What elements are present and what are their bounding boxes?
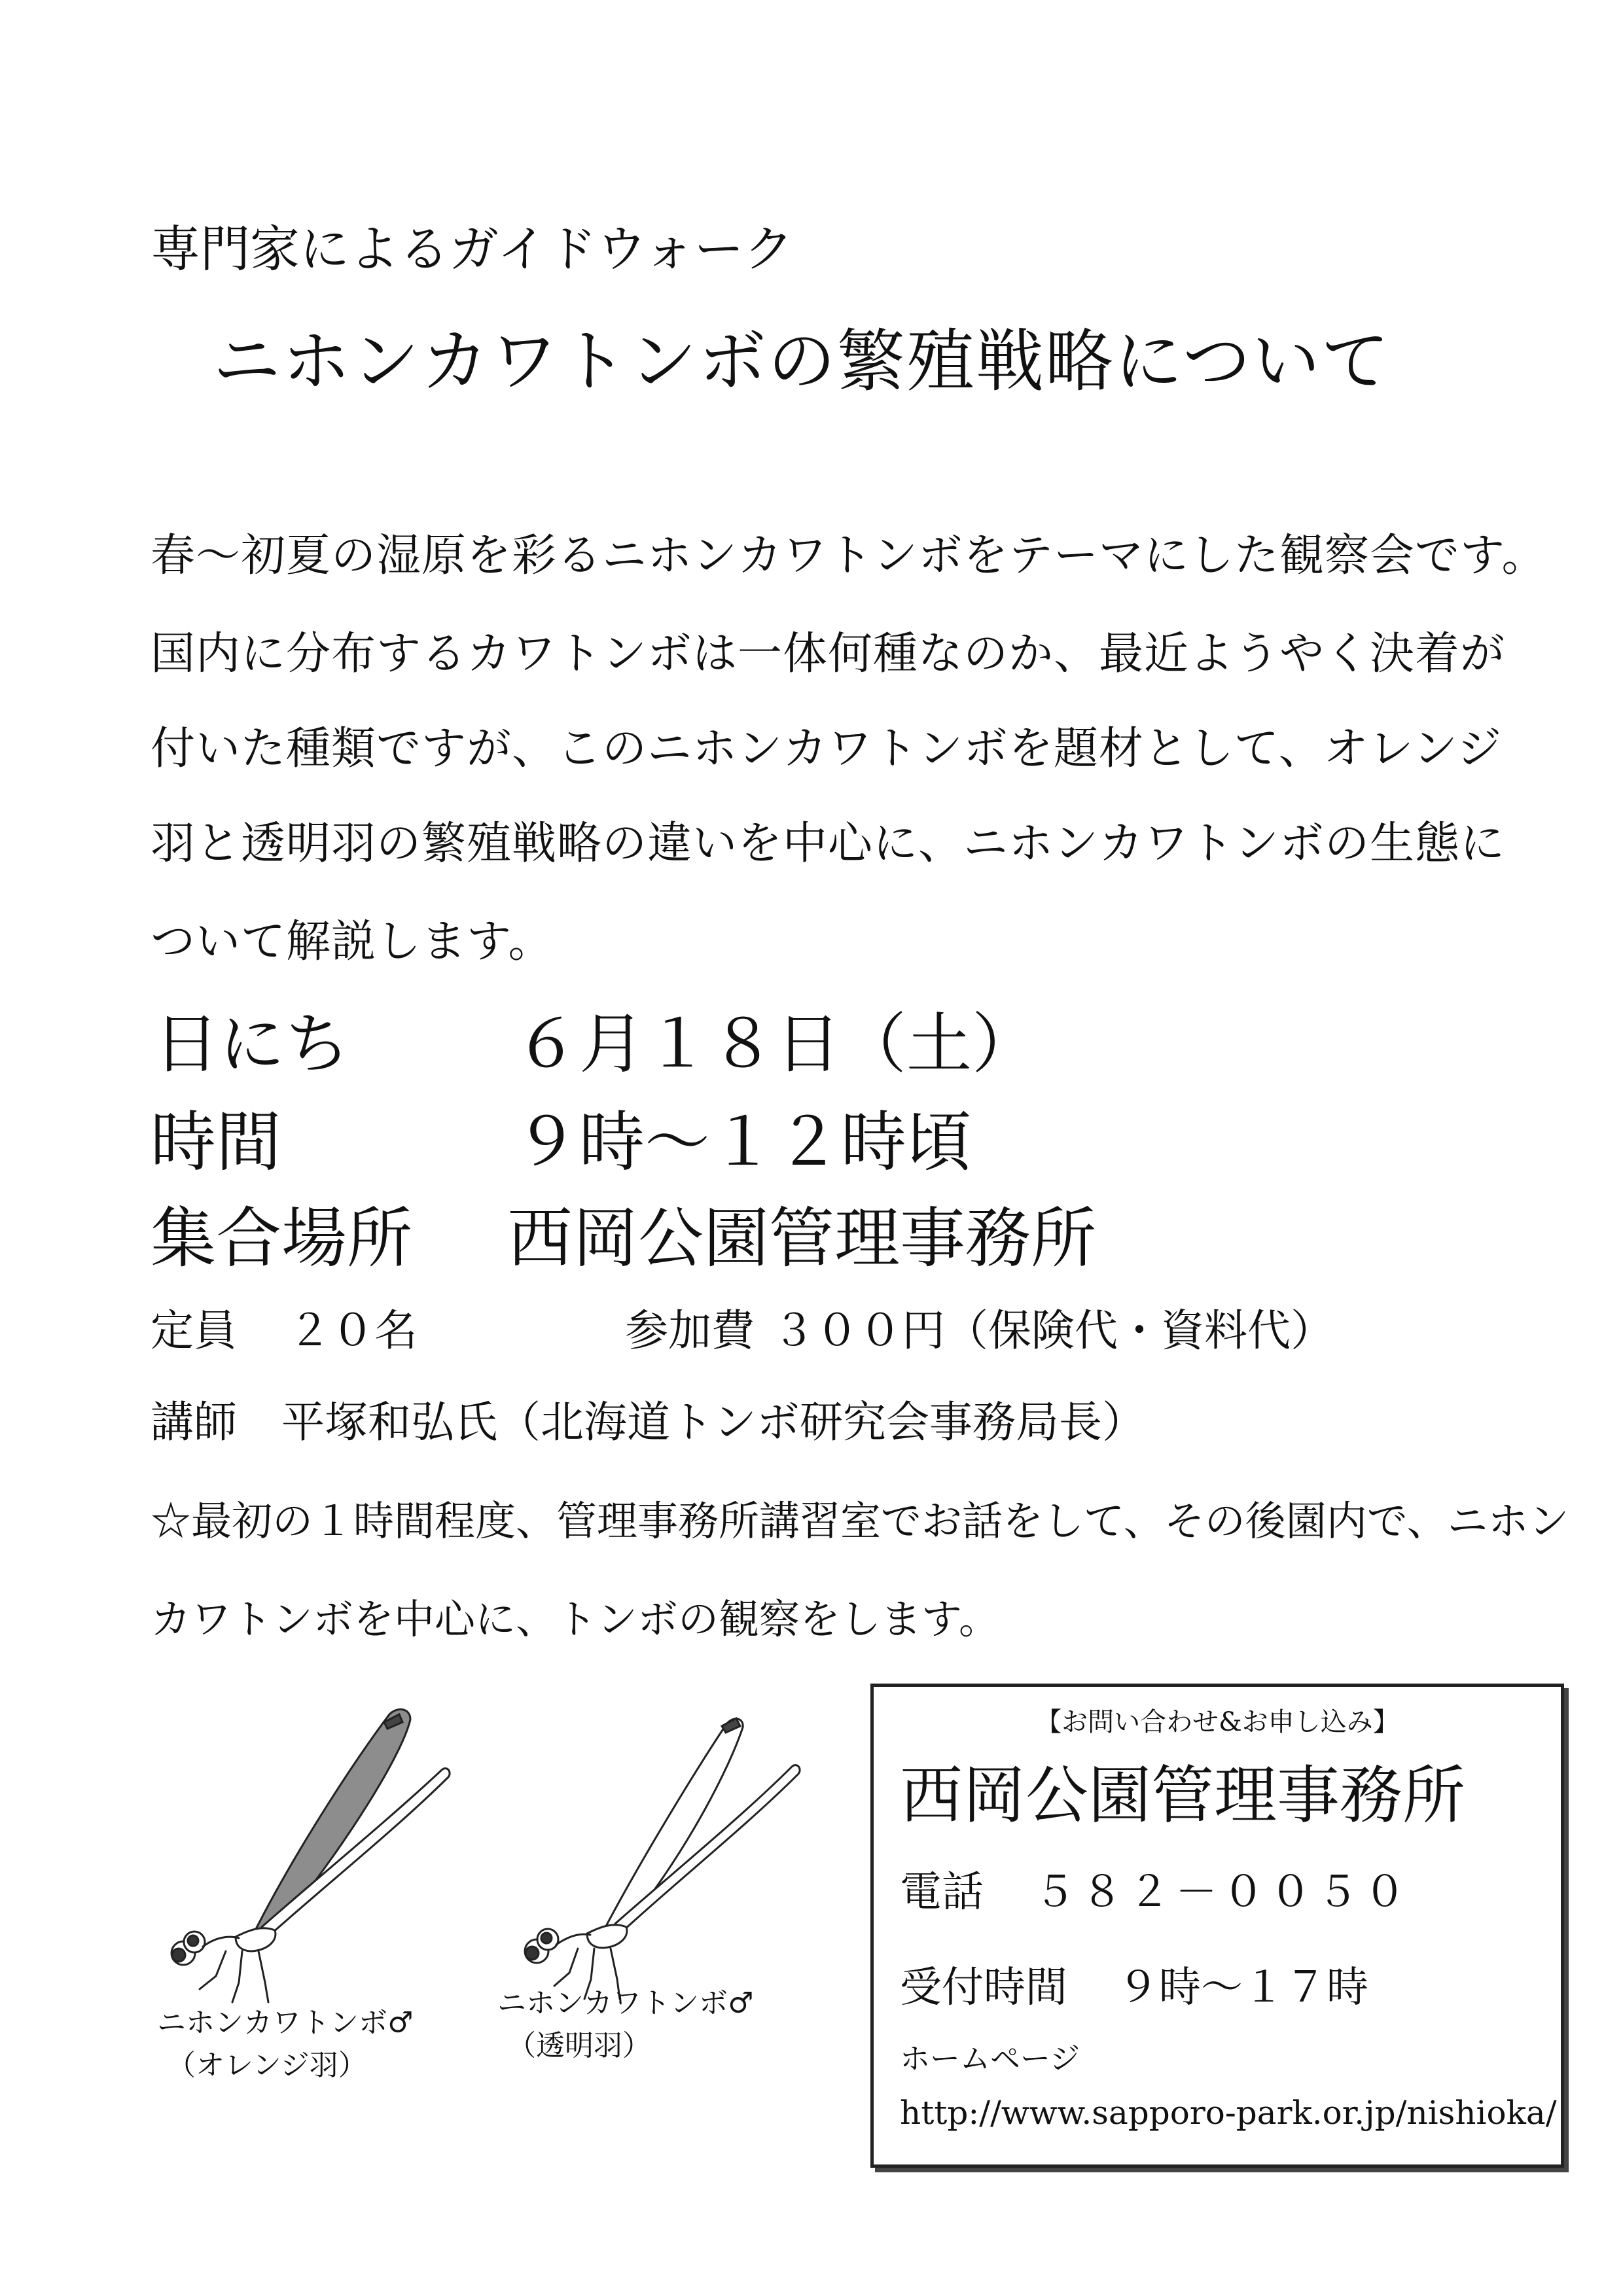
lecturer-label: 講師 [151, 1397, 237, 1447]
description-line-1: 春～初夏の湿原を彩るニホンカワトンボをテーマにした観察会です。 [151, 530, 1547, 582]
illustration-2-name: ニホンカワトンボ♂ [497, 1987, 754, 2020]
illustration-1-name: ニホンカワトンボ♂ [157, 2006, 414, 2040]
place-label: 集合場所 [151, 1200, 412, 1277]
description-line-2: 国内に分布するカワトンボは一体何種なのか、最近ようやく決着が [151, 628, 1506, 680]
contact-box [870, 1684, 1564, 2168]
page-title: ニホンカワトンボの繁殖戦略について [213, 321, 1391, 401]
capacity-label: 定員 [151, 1305, 237, 1356]
time-value: ９時～１２時頃 [514, 1104, 972, 1180]
contact-homepage-label: ホームページ [900, 2041, 1080, 2076]
contact-hours: ９時～１７時 [1117, 1964, 1368, 2012]
description-line-3: 付いた種類ですが、このニホンカワトンボを題材として、オレンジ [151, 723, 1503, 775]
note-line-2: カワトンボを中心に、トンボの観察をします。 [151, 1595, 1000, 1643]
illustration-1-variant: （オレンジ羽） [167, 2049, 367, 2082]
capacity-value: ２０名 [288, 1305, 418, 1356]
contact-hours-label: 受付時間 [900, 1964, 1067, 2012]
damselfly-orange-wing-illustration [154, 1695, 481, 1969]
date-label: 日にち [154, 1006, 350, 1082]
date-value: ６月１８日（土） [514, 1006, 1037, 1082]
illustration-2-variant: （透明羽） [507, 2029, 651, 2062]
fee-value: ３００円（保険代・資料代） [772, 1305, 1334, 1356]
contact-phone: ５８２－００５０ [1034, 1868, 1411, 1916]
fee-label: 参加費 [625, 1305, 755, 1356]
event-subtitle: 専門家によるガイドウォーク [151, 220, 794, 278]
damselfly-clear-wing-illustration [507, 1688, 834, 1963]
lecturer-value: 平塚和弘氏（北海道トンボ研究会事務局長） [281, 1397, 1145, 1447]
contact-homepage-link[interactable]: http://www.sapporo-park.or.jp/nishioka/ [900, 2094, 1557, 2132]
description-line-4: 羽と透明羽の繁殖戦略の違いを中心に、ニホンカワトンボの生態に [151, 818, 1506, 870]
time-label: 時間 [151, 1104, 281, 1180]
contact-header: 【お問い合わせ&お申し込み】 [1035, 1707, 1399, 1737]
place-value: 西岡公園管理事務所 [507, 1200, 1096, 1277]
note-line-1: ☆最初の１時間程度、管理事務所講習室でお話をして、その後園内で、ニホン [151, 1497, 1569, 1545]
contact-office: 西岡公園管理事務所 [900, 1759, 1465, 1832]
description-line-5: ついて解説します。 [151, 916, 554, 968]
contact-phone-label: 電話 [900, 1868, 984, 1916]
